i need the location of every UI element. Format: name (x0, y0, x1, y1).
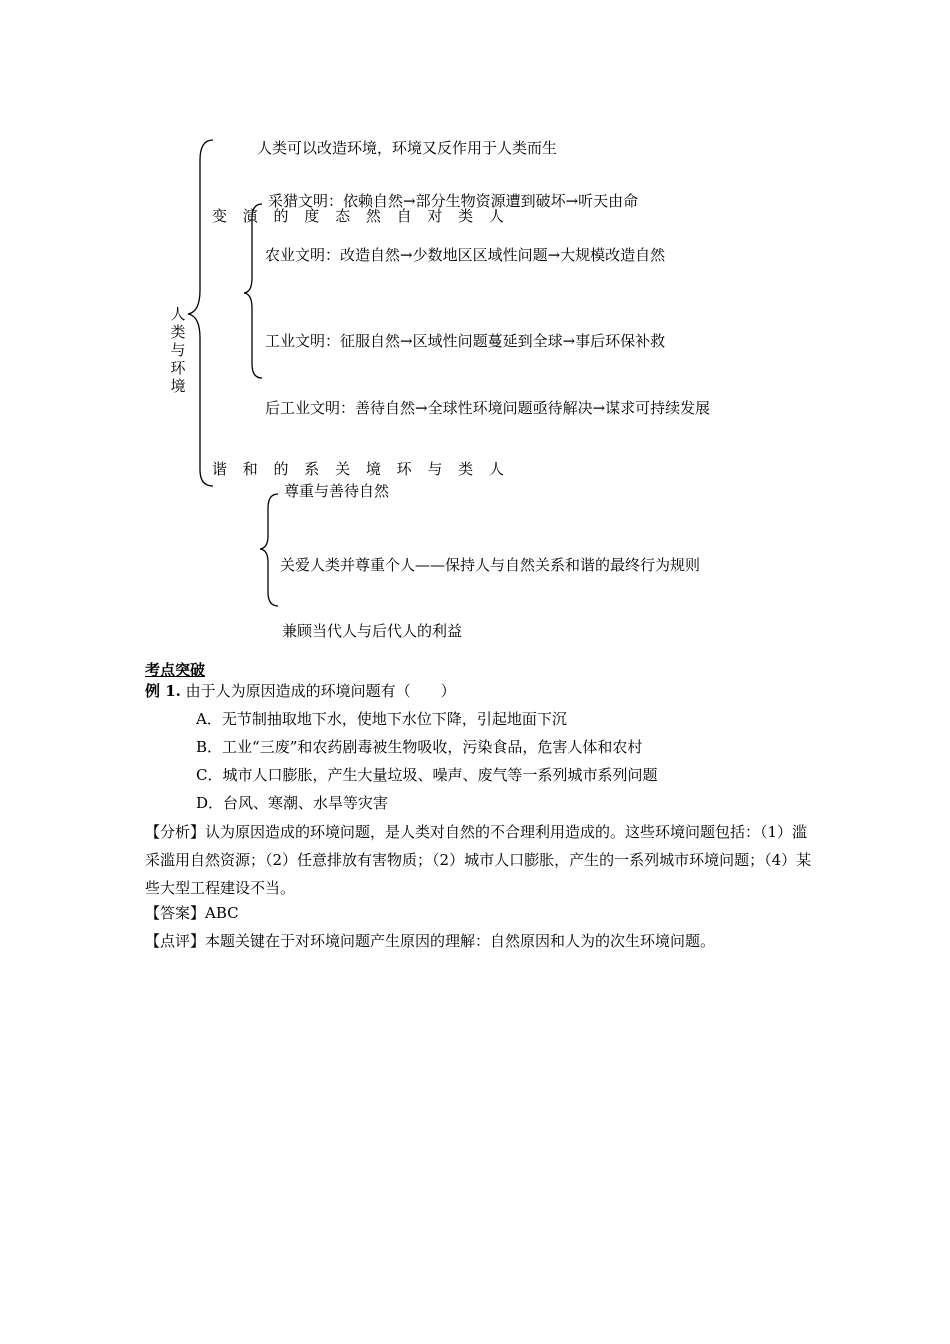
harmony-item-generations: 兼顾当代人与后代人的利益 (282, 622, 463, 640)
option-b: B．工业“三废”和农药剧毒被生物吸收，污染食品，危害人体和农村 (196, 738, 643, 756)
option-d: D．台风、寒潮、水旱等灾害 (196, 794, 389, 812)
answer-line: 【答案】ABC (145, 904, 239, 922)
comment-line: 【点评】本题关键在于对环境问题产生原因的理解：自然原因和人为的次生环境问题。 (145, 932, 716, 950)
analysis-paragraph: 【分析】认为原因造成的环境问题，是人类对自然的不合理利用造成的。这些环境问题包括：（1）滥采滥用自然资源；（2）任意排放有害物质；（2）城市人口膨胀，产生的一系列城市环境问题；（4）某些大型工程建设不当。 (145, 823, 812, 897)
harmony-item-respect: 尊重与善待自然 (284, 482, 390, 500)
stage-post-industrial: 后工业文明：善待自然→全球性环境问题亟待解决→谋求可持续发展 (265, 399, 711, 417)
stage-industrial: 工业文明：征服自然→区域性问题蔓延到全球→事后环保补救 (265, 332, 666, 350)
harmony-item-care: 关爱人类并尊重个人——保持人与自然关系和谐的最终行为规则 (280, 556, 701, 574)
root-label: 人类与环境 (170, 305, 186, 395)
section-title: 考点突破 (145, 661, 206, 679)
evolution-label: 变 演 的 度 态 然 自 对 类 人 (212, 207, 505, 225)
top-statement: 人类可以改造环境，环境又反作用于人类而生 (257, 139, 558, 157)
option-a: A．无节制抽取地下水，使地下水位下降，引起地面下沉 (196, 710, 567, 728)
question-text: 由于人为原因造成的环境问题有（ ） (185, 682, 456, 700)
harmony-label: 谐 和 的 系 关 境 环 与 类 人 (212, 460, 505, 478)
stage-agriculture: 农业文明：改造自然→少数地区区域性问题→大规模改造自然 (265, 246, 666, 264)
option-c: C．城市人口膨胀，产生大量垃圾、噪声、废气等一系列城市系列问题 (196, 766, 658, 784)
example-question (145, 681, 456, 701)
stage-hunting: 采猎文明：依赖自然→部分生物资源遭到破坏→听天由命 (268, 192, 639, 210)
example-label: 例 1. (145, 682, 181, 700)
